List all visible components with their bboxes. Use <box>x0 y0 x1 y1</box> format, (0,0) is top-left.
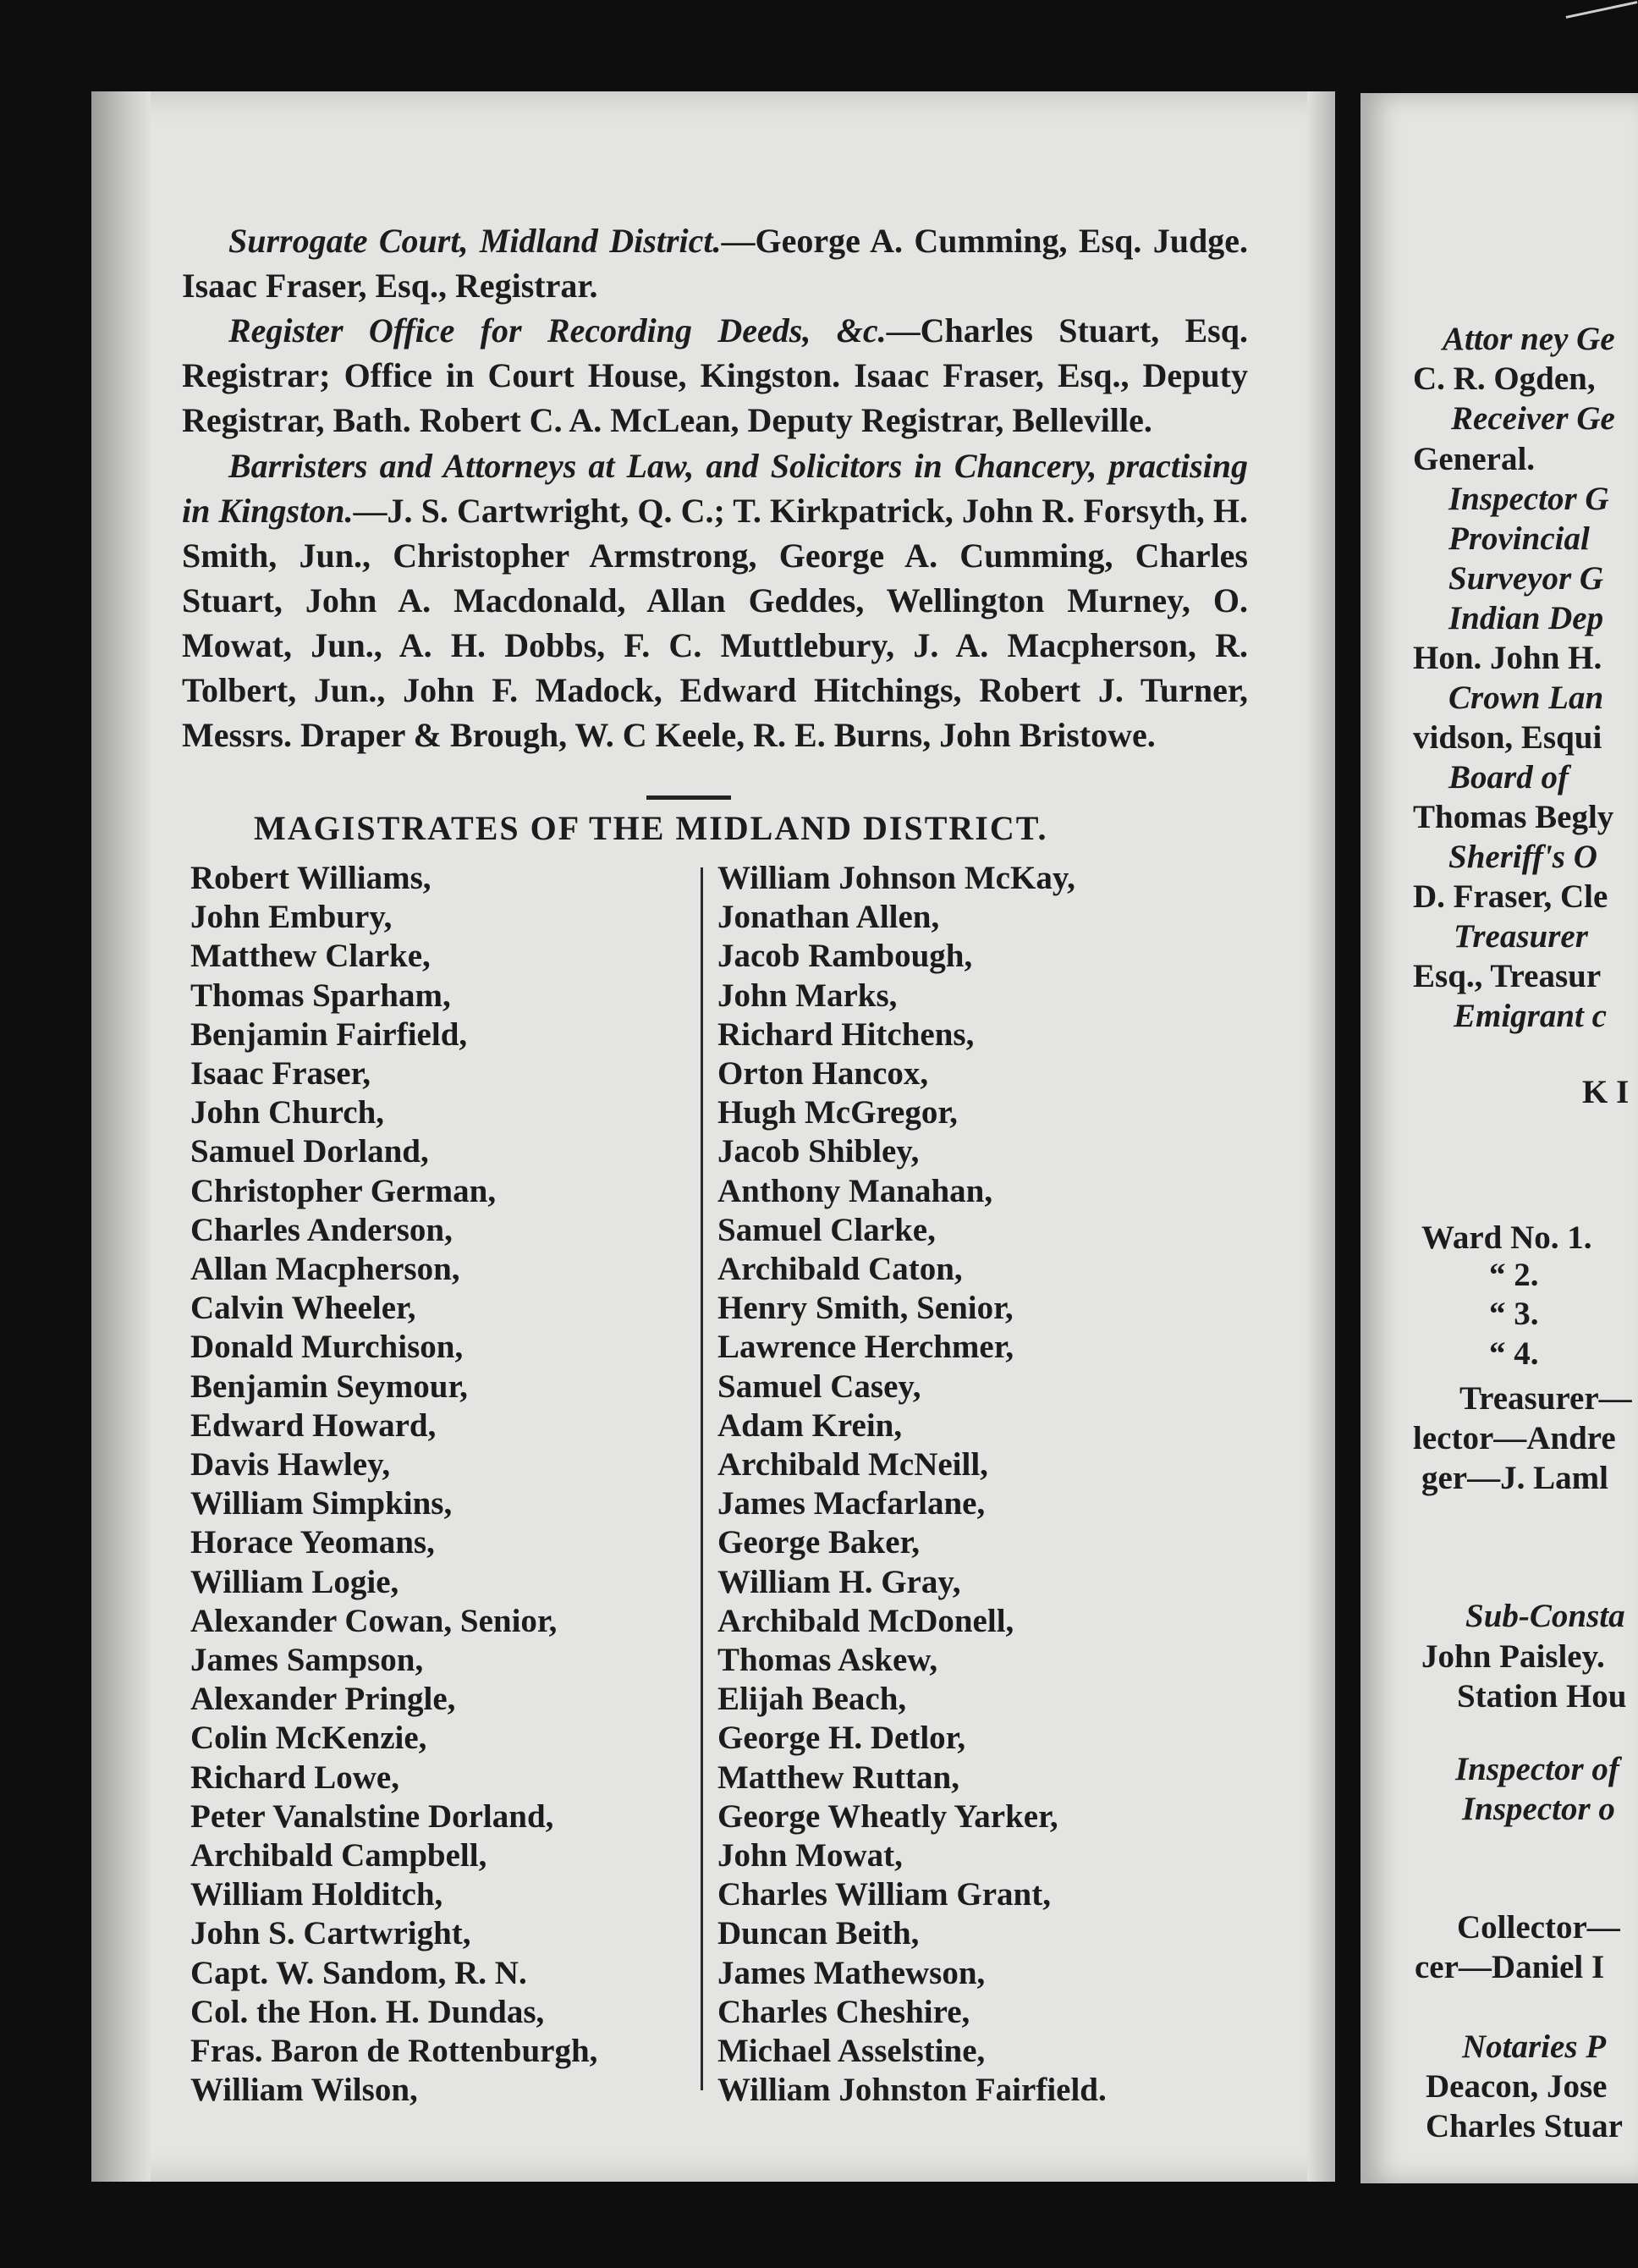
magistrate-name: Charles Cheshire, <box>717 1993 970 2030</box>
right-page-fragment: Treasurer <box>1454 918 1588 955</box>
right-page-fragment: Inspector o <box>1462 1791 1615 1827</box>
right-page-fragment: Sheriff's O <box>1448 839 1597 875</box>
right-page-fragment: Deacon, Jose <box>1426 2068 1608 2105</box>
magistrate-name: Thomas Askew, <box>717 1642 938 1679</box>
right-page-fragment: Station Hou <box>1457 1678 1627 1715</box>
right-page-fragment: Surveyor G <box>1448 560 1604 597</box>
surrogate-court-label: Surrogate Court, Midland District. <box>228 222 722 260</box>
right-page-fragment: vidson, Esqui <box>1413 719 1602 756</box>
right-page-fragment: lector—Andre <box>1413 1420 1616 1456</box>
magistrate-name: John S. Cartwright, <box>190 1915 471 1952</box>
magistrate-name: Charles Anderson, <box>190 1211 453 1248</box>
magistrate-name: William Logie, <box>190 1563 399 1600</box>
magistrate-name: William Wilson, <box>190 2072 418 2109</box>
magistrate-name: Jonathan Allen, <box>717 899 940 936</box>
magistrate-name: Elijah Beach, <box>717 1681 907 1718</box>
register-office-text: —Charles Stuart, Esq. Registrar; Office in Court House, Kingston. Isaac Fraser, Esq., Deputy Registrar, Bath. Robert C. A. McLean, Deputy Registrar, Belleville. <box>182 311 1248 439</box>
magistrate-name: Calvin Wheeler, <box>190 1290 416 1327</box>
magistrates-right-column <box>717 859 1242 2111</box>
right-page-fragment: “ 2. <box>1489 1257 1539 1293</box>
magistrate-name: Col. the Hon. H. Dundas, <box>190 1993 545 2030</box>
right-page-fragment: Ward No. 1. <box>1421 1219 1592 1256</box>
magistrate-name: Jacob Rambough, <box>717 938 973 975</box>
surrogate-court-text: —George A. Cumming, Esq. Judge. Isaac Fraser, Esq., Registrar. <box>182 222 1248 305</box>
left-page-edge <box>91 91 151 2182</box>
magistrate-name: Archibald Campbell, <box>190 1837 487 1874</box>
magistrate-name: James Macfarlane, <box>717 1485 986 1522</box>
magistrate-name: Edward Howard, <box>190 1406 437 1444</box>
right-page-fragment: ger—J. Laml <box>1421 1460 1608 1496</box>
magistrate-name: John Embury, <box>190 899 393 936</box>
surrogate-court-paragraph <box>182 218 1248 308</box>
magistrate-name: Jacob Shibley, <box>717 1133 920 1170</box>
magistrate-name: Lawrence Herchmer, <box>717 1329 1014 1366</box>
magistrate-name: James Sampson, <box>190 1642 424 1679</box>
barristers-text: —J. S. Cartwright, Q. C.; T. Kirkpatrick, John R. Forsyth, H. Smith, Jun., Christopher Armstrong, George A. Cumming, Charles Stuart, John A. Macdonald, Allan Geddes, Wellington Murney, O. Mowat, Jun., A. H. Dobbs, F. C. Muttlebury, J. A. Macpherson, R. Tolbert, Jun., John F. Madock, Edward Hitchings, Robert J. Turner, Messrs. Draper & Brough, W. C Keele, R. E. Burns, John Bristowe. <box>182 492 1248 754</box>
magistrate-name: Hugh McGregor, <box>717 1094 958 1131</box>
magistrate-name: Isaac Fraser, <box>190 1055 371 1093</box>
magistrate-name: William H. Gray, <box>717 1563 961 1600</box>
magistrate-name: William Johnson McKay, <box>717 860 1075 896</box>
magistrate-name: Archibald McNeill, <box>717 1446 988 1484</box>
magistrate-name: Archibald McDonell, <box>717 1602 1014 1639</box>
magistrate-name: Colin McKenzie, <box>190 1720 427 1757</box>
magistrate-name: Adam Krein, <box>717 1406 903 1444</box>
right-page-fragment: Inspector of <box>1455 1751 1619 1787</box>
magistrate-name: Christopher German, <box>190 1172 497 1209</box>
right-page-fragment: “ 4. <box>1489 1335 1539 1372</box>
magistrate-name: Donald Murchison, <box>190 1329 464 1366</box>
magistrate-name: Matthew Ruttan, <box>717 1759 959 1796</box>
magistrate-name: Archibald Caton, <box>717 1251 963 1288</box>
magistrate-name: Michael Asselstine, <box>717 2033 986 2070</box>
magistrate-name: George Baker, <box>717 1524 921 1561</box>
right-page-fragment: Board of <box>1448 759 1569 795</box>
magistrate-name: Orton Hancox, <box>717 1055 929 1093</box>
magistrate-name: James Mathewson, <box>717 1954 986 1991</box>
right-page-fragment: Charles Stuar <box>1426 2108 1623 2144</box>
right-page-fragment: Collector— <box>1457 1909 1620 1946</box>
magistrate-name: George H. Detlor, <box>717 1720 966 1757</box>
magistrate-name: Samuel Casey, <box>717 1368 921 1405</box>
right-page-fragment: “ 3. <box>1489 1296 1539 1332</box>
magistrate-name: Duncan Beith, <box>717 1915 920 1952</box>
magistrate-name: Thomas Sparham, <box>190 977 451 1014</box>
magistrate-name: William Holditch, <box>190 1876 443 1913</box>
book-spine-shadow <box>1307 91 1335 2182</box>
right-page-fragment: Indian Dep <box>1448 600 1604 636</box>
right-page-fragment: D. Fraser, Cle <box>1413 878 1608 915</box>
right-page-fragment: Emigrant c <box>1454 998 1607 1034</box>
magistrate-name: George Wheatly Yarker, <box>717 1797 1058 1835</box>
magistrate-name: Henry Smith, Senior, <box>717 1290 1014 1327</box>
magistrate-name: William Simpkins, <box>190 1485 453 1522</box>
right-page-fragment: Esq., Treasur <box>1413 958 1602 994</box>
magistrates-left-column <box>190 859 715 2111</box>
magistrate-name: Matthew Clarke, <box>190 938 431 975</box>
right-page-fragment: Provincial <box>1448 520 1590 557</box>
magistrate-name: Richard Lowe, <box>190 1759 399 1796</box>
magistrate-name: John Mowat, <box>717 1837 903 1874</box>
right-page-fragment: Crown Lan <box>1448 680 1604 716</box>
right-page-fragment: Receiver Ge <box>1451 400 1615 437</box>
magistrate-name: Allan Macpherson, <box>190 1251 460 1288</box>
magistrate-name: Benjamin Fairfield, <box>190 1016 468 1053</box>
magistrate-name: Robert Williams, <box>190 860 431 896</box>
right-page-fragment: Sub-Consta <box>1465 1598 1625 1634</box>
right-page-fragment: Notaries P <box>1462 2029 1607 2065</box>
magistrate-name: Samuel Clarke, <box>717 1211 936 1248</box>
right-page-fragment: Attor ney Ge <box>1443 321 1615 357</box>
magistrate-name: Alexander Cowan, Senior, <box>190 1602 558 1639</box>
right-page-fragment: General. <box>1413 441 1536 477</box>
magistrate-name: Benjamin Seymour, <box>190 1368 468 1405</box>
barristers-paragraph <box>182 443 1248 757</box>
right-page-fragment: Treasurer— <box>1459 1380 1632 1417</box>
magistrate-name: Charles William Grant, <box>717 1876 1051 1913</box>
register-office-paragraph <box>182 308 1248 443</box>
right-page-fragment: Hon. John H. <box>1413 640 1602 676</box>
magistrate-name: Fras. Baron de Rottenburgh, <box>190 2033 598 2070</box>
right-page-fragment: K I <box>1582 1074 1630 1110</box>
magistrate-name: Horace Yeomans, <box>190 1524 435 1561</box>
right-page-fragment: John Paisley. <box>1421 1638 1605 1675</box>
magistrate-name: John Church, <box>190 1094 385 1131</box>
column-divider <box>701 867 703 2090</box>
right-page-fragment: C. R. Ogden, <box>1413 361 1596 397</box>
pen-stroke <box>1566 1 1638 19</box>
magistrate-name: John Marks, <box>717 977 898 1014</box>
right-page-fragment: Inspector G <box>1448 481 1609 517</box>
right-page-fragment: cer—Daniel I <box>1415 1949 1605 1985</box>
magistrate-name: Samuel Dorland, <box>190 1133 429 1170</box>
magistrate-name: Anthony Manahan, <box>717 1172 993 1209</box>
barristers-label: Barristers and Attorneys at Law, and Solicitors in Chancery, practising in Kingston. <box>182 447 1248 530</box>
magistrate-name: Richard Hitchens, <box>717 1016 975 1053</box>
magistrate-name: Peter Vanalstine Dorland, <box>190 1797 554 1835</box>
section-rule <box>646 795 731 800</box>
magistrate-name: William Johnston Fairfield. <box>717 2072 1107 2109</box>
magistrate-name: Davis Hawley, <box>190 1446 391 1484</box>
magistrate-name: Alexander Pringle, <box>190 1681 456 1718</box>
right-page-fragment: Thomas Begly <box>1413 799 1614 835</box>
magistrate-name: Capt. W. Sandom, R. N. <box>190 1954 527 1991</box>
register-office-label: Register Office for Recording Deeds, &c. <box>228 311 887 350</box>
magistrates-heading: MAGISTRATES OF THE MIDLAND DISTRICT. <box>254 809 1048 847</box>
